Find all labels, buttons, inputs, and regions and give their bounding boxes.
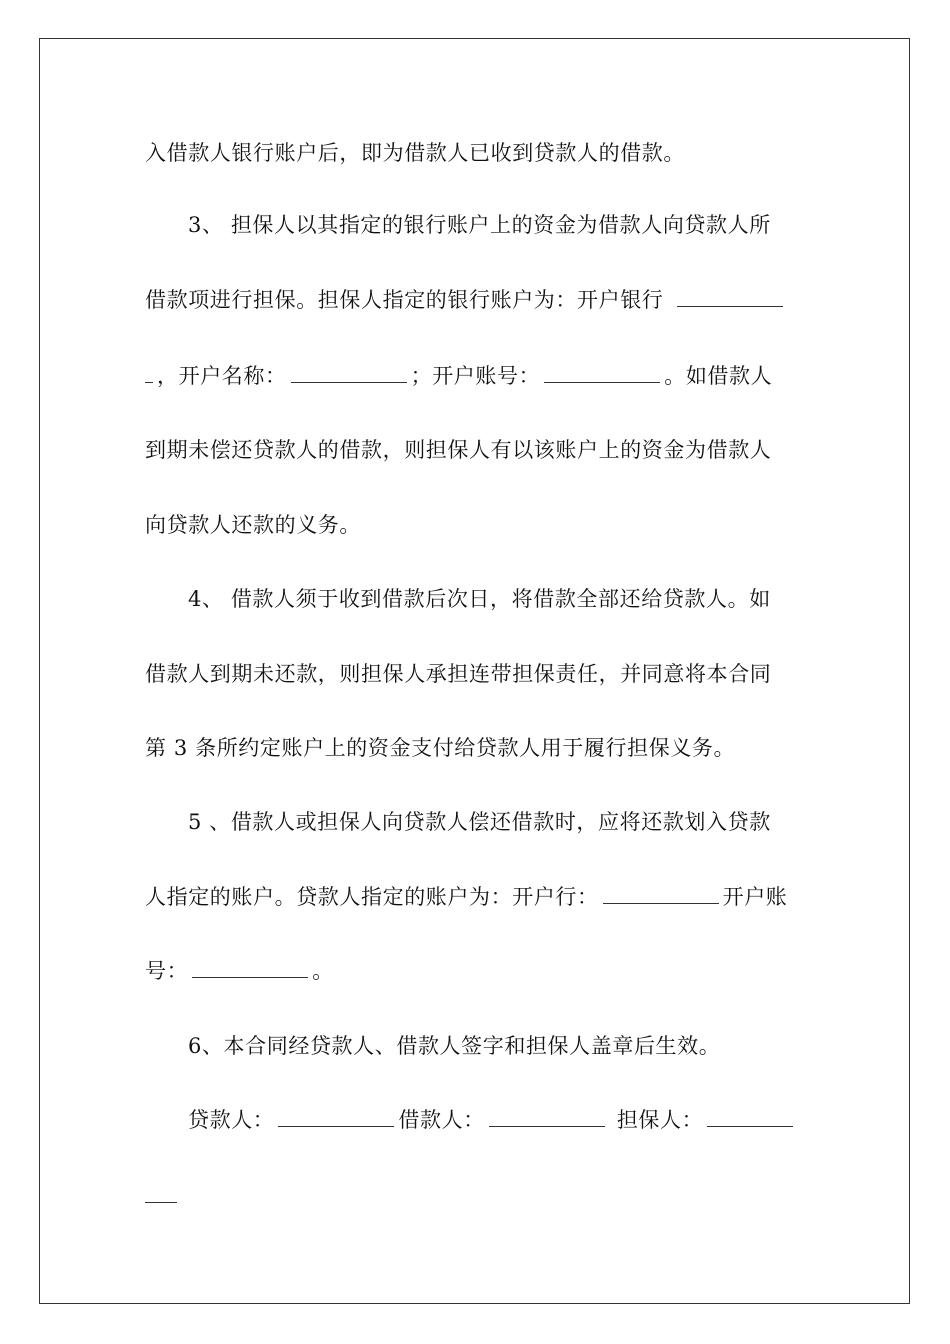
text: 借款项进行担保。担保人指定的银行账户为：开户银行 xyxy=(145,288,664,312)
blank-field-bank-cont xyxy=(145,360,153,383)
text: ；开户账号： xyxy=(410,364,541,388)
text: 。 xyxy=(312,959,334,983)
text: 第 3 条所约定账户上的资金支付给贷款人用于履行担保义务。 xyxy=(145,736,736,760)
clause-6-text: 6、本合同经贷款人、借款人签字和担保人盖章后生效。 xyxy=(188,1034,721,1058)
text: 向贷款人还款的义务。 xyxy=(145,513,361,537)
guarantor-label: 担保人： xyxy=(616,1108,704,1132)
paragraph-line xyxy=(145,133,805,173)
paragraph-line xyxy=(188,802,808,842)
signature-line-cont xyxy=(145,1176,805,1216)
blank-field-account-name xyxy=(291,360,407,383)
paragraph-line xyxy=(188,205,808,245)
blank-field-bank xyxy=(677,284,783,307)
clause-5-text: 5 、借款人或担保人向贷款人偿还借款时，应将还款划入贷款 xyxy=(188,810,771,834)
lender-label: 贷款人： xyxy=(188,1108,275,1132)
signature-line xyxy=(188,1100,808,1140)
paragraph-line xyxy=(145,951,805,991)
lender-signature-field xyxy=(278,1104,394,1127)
paragraph-line xyxy=(145,505,805,545)
text: ，开户名称： xyxy=(157,364,287,388)
clause-4-text: 4、 借款人须于收到借款后次日，将借款全部还给贷款人。如 xyxy=(188,587,771,611)
paragraph-line xyxy=(145,356,805,396)
blank-field-lender-account xyxy=(192,955,308,978)
clause-3-text: 3、 担保人以其指定的银行账户上的资金为借款人向贷款人所 xyxy=(188,213,771,237)
paragraph-line xyxy=(145,654,805,694)
paragraph-line xyxy=(145,728,805,768)
paragraph-line xyxy=(145,877,805,917)
borrower-label: 借款人： xyxy=(398,1108,485,1132)
text: 。如借款人 xyxy=(664,364,773,388)
text: 借款人到期未还款，则担保人承担连带担保责任，并同意将本合同 xyxy=(145,662,772,686)
text: 到期未偿还贷款人的借款，则担保人有以该账户上的资金为借款人 xyxy=(145,438,772,462)
blank-field-account-number xyxy=(544,360,660,383)
guarantor-signature-field-cont xyxy=(145,1180,177,1203)
guarantor-signature-field xyxy=(707,1104,793,1127)
text: 入借款人银行账户后，即为借款人已收到贷款人的借款。 xyxy=(145,141,685,165)
paragraph-line xyxy=(145,430,805,470)
paragraph-line xyxy=(188,579,808,619)
text: 开户账 xyxy=(722,885,788,909)
text: 号： xyxy=(145,959,189,983)
borrower-signature-field xyxy=(489,1104,605,1127)
paragraph-line xyxy=(188,1026,808,1066)
paragraph-line xyxy=(145,280,805,320)
text: 人指定的账户。贷款人指定的账户为：开户行： xyxy=(145,885,599,909)
blank-field-lender-bank xyxy=(603,881,719,904)
